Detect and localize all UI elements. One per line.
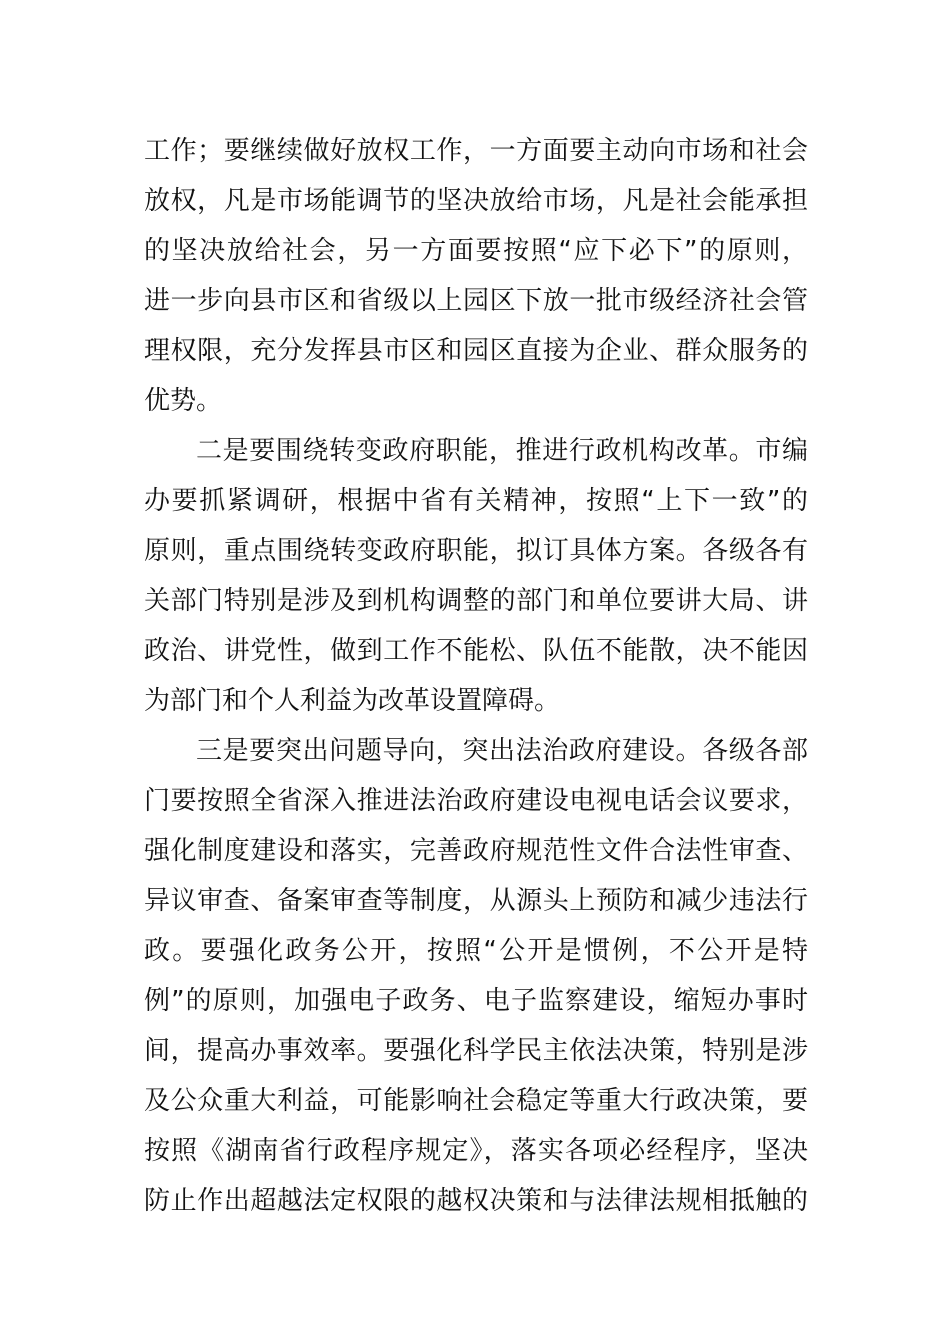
text-line: 放权，凡是市场能调节的坚决放给市场，凡是社会能承担 bbox=[144, 186, 808, 216]
text-line: 的坚决放给社会，另一方面要按照“应下必下”的原则， bbox=[144, 236, 808, 266]
text-line: 例”的原则，加强电子政务、电子监察建设，缩短办事时 bbox=[144, 986, 808, 1016]
text-line: 门要按照全省深入推进法治政府建设电视电话会议要求， bbox=[144, 786, 808, 816]
text-line: 间，提高办事效率。要强化科学民主依法决策，特别是涉 bbox=[144, 1036, 808, 1066]
text-line: 防止作出超越法定权限的越权决策和与法律法规相抵触的 bbox=[144, 1186, 808, 1216]
text-line: 原则，重点围绕转变政府职能，拟订具体方案。各级各有 bbox=[144, 536, 808, 566]
text-line: 按照《湖南省行政程序规定》，落实各项必经程序，坚决 bbox=[144, 1136, 808, 1166]
text-line: 工作；要继续做好放权工作，一方面要主动向市场和社会 bbox=[144, 136, 808, 166]
text-line: 进一步向县市区和省级以上园区下放一批市级经济社会管 bbox=[144, 286, 808, 316]
paragraph-start-line: 三是要突出问题导向，突出法治政府建设。各级各部 bbox=[196, 736, 808, 766]
text-line: 理权限，充分发挥县市区和园区直接为企业、群众服务的 bbox=[144, 336, 808, 366]
body-text bbox=[144, 126, 808, 1226]
text-line: 政治、讲党性，做到工作不能松、队伍不能散，决不能因 bbox=[144, 636, 808, 666]
text-line: 优势。 bbox=[144, 386, 223, 416]
text-line: 关部门特别是涉及到机构调整的部门和单位要讲大局、讲 bbox=[144, 586, 808, 616]
text-line: 及公众重大利益，可能影响社会稳定等重大行政决策，要 bbox=[144, 1086, 808, 1116]
text-line: 政。要强化政务公开，按照“公开是惯例，不公开是特 bbox=[144, 936, 808, 966]
text-line: 强化制度建设和落实，完善政府规范性文件合法性审查、 bbox=[144, 836, 808, 866]
text-line: 为部门和个人利益为改革设置障碍。 bbox=[144, 686, 561, 716]
paragraph-start-line: 二是要围绕转变政府职能，推进行政机构改革。市编 bbox=[196, 436, 808, 466]
text-line: 办要抓紧调研，根据中省有关精神，按照“上下一致”的 bbox=[144, 486, 808, 516]
text-line: 异议审查、备案审查等制度，从源头上预防和减少违法行 bbox=[144, 886, 808, 916]
